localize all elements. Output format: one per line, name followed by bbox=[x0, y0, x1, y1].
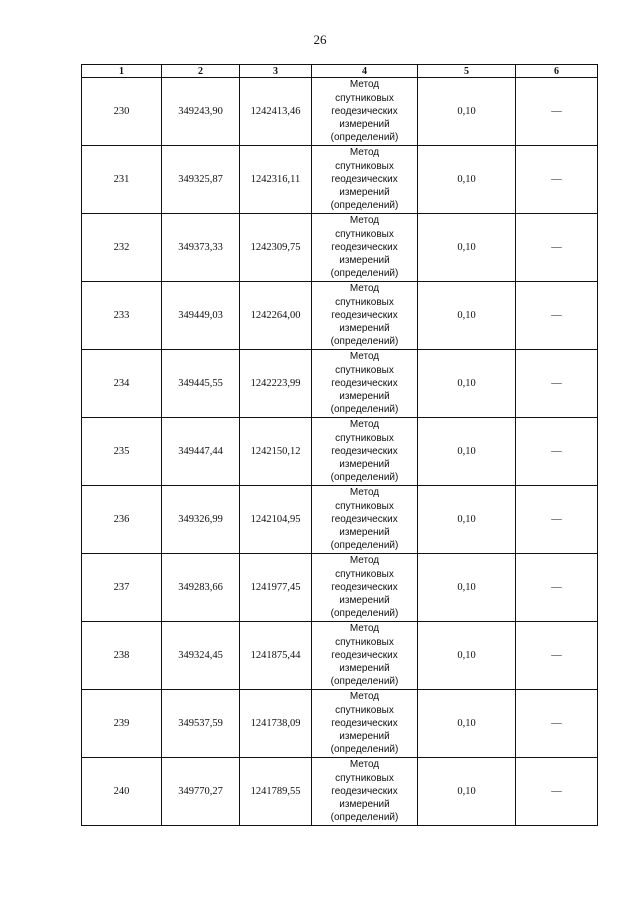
accuracy-value: 0,10 bbox=[418, 418, 516, 486]
measurement-method: Метод спутниковых геодезических измерений (определений) bbox=[312, 622, 418, 690]
measurement-method: Метод спутниковых геодезических измерений (определений) bbox=[312, 758, 418, 826]
measurement-method: Метод спутниковых геодезических измерений (определений) bbox=[312, 486, 418, 554]
note-dash: — bbox=[516, 350, 598, 418]
accuracy-value: 0,10 bbox=[418, 622, 516, 690]
point-number: 240 bbox=[82, 758, 162, 826]
column-header-4: 4 bbox=[312, 65, 418, 78]
note-dash: — bbox=[516, 486, 598, 554]
measurement-method: Метод спутниковых геодезических измерений (определений) bbox=[312, 214, 418, 282]
accuracy-value: 0,10 bbox=[418, 350, 516, 418]
table-row bbox=[82, 486, 598, 554]
column-header-2: 2 bbox=[162, 65, 240, 78]
coordinate-y: 1241789,55 bbox=[240, 758, 312, 826]
note-dash: — bbox=[516, 418, 598, 486]
point-number: 232 bbox=[82, 214, 162, 282]
coordinate-x: 349537,59 bbox=[162, 690, 240, 758]
coordinate-x: 349449,03 bbox=[162, 282, 240, 350]
note-dash: — bbox=[516, 690, 598, 758]
coordinates-table bbox=[81, 64, 598, 826]
measurement-method: Метод спутниковых геодезических измерений (определений) bbox=[312, 554, 418, 622]
coordinate-x: 349326,99 bbox=[162, 486, 240, 554]
table-row bbox=[82, 418, 598, 486]
coordinate-y: 1241977,45 bbox=[240, 554, 312, 622]
accuracy-value: 0,10 bbox=[418, 78, 516, 146]
accuracy-value: 0,10 bbox=[418, 486, 516, 554]
coordinate-x: 349283,66 bbox=[162, 554, 240, 622]
accuracy-value: 0,10 bbox=[418, 690, 516, 758]
coordinate-y: 1242223,99 bbox=[240, 350, 312, 418]
coordinate-x: 349445,55 bbox=[162, 350, 240, 418]
page-number: 26 bbox=[313, 32, 327, 47]
coordinate-y: 1242264,00 bbox=[240, 282, 312, 350]
coordinate-y: 1242309,75 bbox=[240, 214, 312, 282]
measurement-method: Метод спутниковых геодезических измерений (определений) bbox=[312, 282, 418, 350]
coordinate-y: 1241875,44 bbox=[240, 622, 312, 690]
measurement-method: Метод спутниковых геодезических измерений (определений) bbox=[312, 146, 418, 214]
coordinate-y: 1242104,95 bbox=[240, 486, 312, 554]
point-number: 235 bbox=[82, 418, 162, 486]
point-number: 233 bbox=[82, 282, 162, 350]
table-row bbox=[82, 78, 598, 146]
table-row bbox=[82, 622, 598, 690]
coordinate-x: 349770,27 bbox=[162, 758, 240, 826]
column-header-3: 3 bbox=[240, 65, 312, 78]
table-row bbox=[82, 282, 598, 350]
table-header-row bbox=[82, 65, 598, 78]
table-row bbox=[82, 214, 598, 282]
measurement-method: Метод спутниковых геодезических измерений (определений) bbox=[312, 418, 418, 486]
coordinate-x: 349324,45 bbox=[162, 622, 240, 690]
note-dash: — bbox=[516, 146, 598, 214]
column-header-1: 1 bbox=[82, 65, 162, 78]
accuracy-value: 0,10 bbox=[418, 554, 516, 622]
accuracy-value: 0,10 bbox=[418, 758, 516, 826]
column-header-5: 5 bbox=[418, 65, 516, 78]
column-header-6: 6 bbox=[516, 65, 598, 78]
point-number: 239 bbox=[82, 690, 162, 758]
measurement-method: Метод спутниковых геодезических измерений (определений) bbox=[312, 350, 418, 418]
point-number: 237 bbox=[82, 554, 162, 622]
note-dash: — bbox=[516, 282, 598, 350]
measurement-method: Метод спутниковых геодезических измерений (определений) bbox=[312, 690, 418, 758]
point-number: 230 bbox=[82, 78, 162, 146]
coordinate-y: 1242413,46 bbox=[240, 78, 312, 146]
coordinate-x: 349243,90 bbox=[162, 78, 240, 146]
note-dash: — bbox=[516, 622, 598, 690]
note-dash: — bbox=[516, 78, 598, 146]
table-body bbox=[82, 78, 598, 826]
point-number: 236 bbox=[82, 486, 162, 554]
table-header bbox=[82, 65, 598, 78]
coordinate-y: 1242316,11 bbox=[240, 146, 312, 214]
note-dash: — bbox=[516, 214, 598, 282]
coordinate-x: 349325,87 bbox=[162, 146, 240, 214]
coordinate-x: 349447,44 bbox=[162, 418, 240, 486]
point-number: 231 bbox=[82, 146, 162, 214]
note-dash: — bbox=[516, 554, 598, 622]
table-row bbox=[82, 758, 598, 826]
table-row bbox=[82, 146, 598, 214]
measurement-method: Метод спутниковых геодезических измерений (определений) bbox=[312, 78, 418, 146]
table-row bbox=[82, 690, 598, 758]
coordinate-y: 1242150,12 bbox=[240, 418, 312, 486]
point-number: 238 bbox=[82, 622, 162, 690]
note-dash: — bbox=[516, 758, 598, 826]
coordinate-x: 349373,33 bbox=[162, 214, 240, 282]
accuracy-value: 0,10 bbox=[418, 146, 516, 214]
coordinates-table-container bbox=[81, 64, 597, 826]
accuracy-value: 0,10 bbox=[418, 282, 516, 350]
coordinate-y: 1241738,09 bbox=[240, 690, 312, 758]
accuracy-value: 0,10 bbox=[418, 214, 516, 282]
table-row bbox=[82, 350, 598, 418]
table-row bbox=[82, 554, 598, 622]
point-number: 234 bbox=[82, 350, 162, 418]
